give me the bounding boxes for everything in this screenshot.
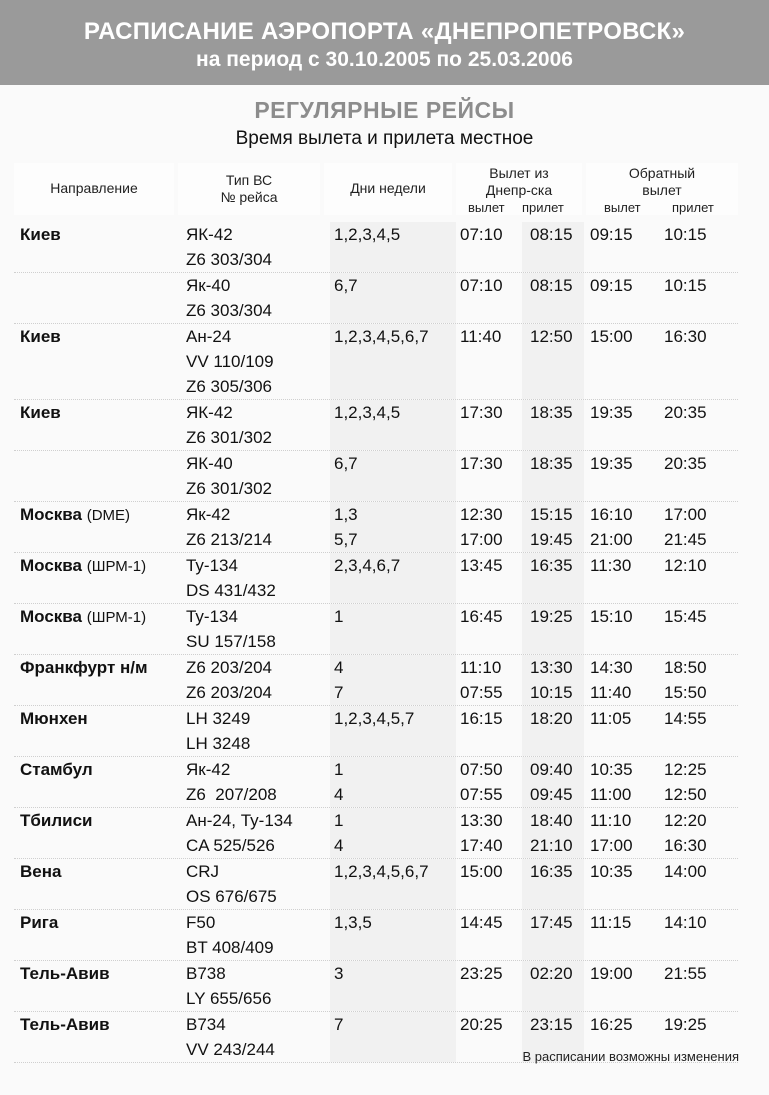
- aircraft-flight: Z6 207/208: [186, 785, 277, 804]
- return-arrival-time: 12:10: [664, 556, 707, 575]
- schedule-line: [14, 298, 738, 323]
- destination-name: Москва: [20, 556, 82, 575]
- days-column-shade: [330, 425, 456, 450]
- arrival-column-shade: [522, 476, 584, 501]
- schedule-row: [14, 222, 738, 273]
- schedule-row: [14, 324, 738, 400]
- airport-code: (DME): [86, 507, 131, 524]
- schedule-line: [14, 1012, 738, 1037]
- return-arr-header: прилет: [672, 200, 714, 215]
- return-arrival-time: 14:10: [664, 913, 707, 932]
- days-of-week: 5,7: [334, 530, 358, 549]
- outbound-departure-time: 16:45: [460, 607, 503, 626]
- destination: [20, 757, 93, 782]
- return-arrival-time: 12:25: [664, 760, 707, 779]
- outbound-arrival-time: 09:45: [530, 785, 573, 804]
- aircraft-flight: ЯК-42: [186, 403, 233, 422]
- outbound-departure-time: 17:30: [460, 403, 503, 422]
- destination-name: Москва: [20, 505, 82, 524]
- outbound-departure-time: 07:55: [460, 683, 503, 702]
- aircraft-flight: Z6 303/304: [186, 301, 273, 320]
- days-column-shade: [330, 757, 456, 782]
- schedule-line: [14, 553, 738, 578]
- destination-name: Стамбул: [20, 760, 93, 779]
- days-column-shade: [330, 935, 456, 960]
- schedule-line: [14, 706, 738, 731]
- return-arrival-time: 10:15: [664, 225, 707, 244]
- outbound-departure-time: 13:30: [460, 811, 503, 830]
- schedule-line: [14, 986, 738, 1011]
- arrival-column-shade: [522, 247, 584, 272]
- schedule-row: [14, 451, 738, 502]
- schedule-line: [14, 629, 738, 654]
- aircraft-flight: LH 3249: [186, 709, 251, 728]
- outbound-dep-header: вылет: [468, 200, 505, 215]
- outbound-arrival-time: 10:15: [530, 683, 573, 702]
- return-arrival-time: 19:25: [664, 1015, 707, 1034]
- days-column-shade: [330, 629, 456, 654]
- days-column-shade: [330, 961, 456, 986]
- return-arrival-time: 16:30: [664, 327, 707, 346]
- schedule-line: [14, 324, 738, 349]
- schedule-line: [14, 833, 738, 858]
- aircraft-flight: B734: [186, 1015, 226, 1034]
- return-dep-header: вылет: [604, 200, 641, 215]
- return-arrival-time: 18:50: [664, 658, 707, 677]
- aircraft-flight: Ту-134: [186, 607, 238, 626]
- destination: [20, 910, 58, 935]
- days-of-week: 1,2,3,4,5,7: [334, 709, 415, 728]
- schedule-line: [14, 910, 738, 935]
- column-header-outbound: Вылет из Днепр-ска вылет прилет: [456, 163, 582, 215]
- aircraft-flight: Z6 213/214: [186, 530, 273, 549]
- days-of-week: 6,7: [334, 276, 358, 295]
- aircraft-flight: CRJ: [186, 862, 220, 881]
- destination-name: Рига: [20, 913, 59, 932]
- destination-name: Вена: [20, 862, 62, 881]
- time-note: Время вылета и прилета местное: [235, 128, 534, 149]
- return-departure-time: 21:00: [590, 530, 633, 549]
- days-of-week: 1: [334, 760, 344, 779]
- aircraft-flight: B738: [186, 964, 226, 983]
- days-column-shade: [330, 655, 456, 680]
- schedule-row: [14, 808, 738, 859]
- days-column-shade: [330, 782, 456, 807]
- days-column-shade: [330, 476, 456, 501]
- schedule-line: [14, 731, 738, 756]
- outbound-arrival-time: 12:50: [530, 327, 573, 346]
- days-of-week: 7: [334, 683, 344, 702]
- schedule-line: [14, 808, 738, 833]
- section-title: РЕГУЛЯРНЫЕ РЕЙСЫ: [254, 97, 515, 123]
- schedule-line: [14, 527, 738, 552]
- destination: [20, 502, 130, 528]
- arrival-column-shade: [522, 374, 584, 399]
- return-arrival-time: 21:55: [664, 964, 707, 983]
- aircraft-flight: Як-40: [186, 276, 231, 295]
- schedule-row: [14, 757, 738, 808]
- schedule-row: [14, 553, 738, 604]
- outbound-departure-time: 14:45: [460, 913, 503, 932]
- outbound-arrival-time: 18:40: [530, 811, 573, 830]
- return-departure-time: 19:00: [590, 964, 633, 983]
- return-arrival-time: 14:55: [664, 709, 707, 728]
- destination: [20, 859, 61, 884]
- destination: [20, 1012, 110, 1037]
- airport-code: (ШРМ-1): [86, 609, 147, 626]
- destination: [20, 400, 61, 425]
- schedule-row: [14, 961, 738, 1012]
- outbound-arrival-time: 16:35: [530, 862, 573, 881]
- schedule-line: [14, 680, 738, 705]
- aircraft-flight: Як-42: [186, 505, 231, 524]
- return-arrival-time: 15:45: [664, 607, 707, 626]
- schedule-row: [14, 910, 738, 961]
- days-of-week: 1,2,3,4,5: [334, 225, 401, 244]
- schedule-line: [14, 757, 738, 782]
- return-departure-time: 17:00: [590, 836, 633, 855]
- return-departure-time: 11:30: [590, 556, 632, 575]
- schedule-row: [14, 400, 738, 451]
- outbound-arrival-time: 19:45: [530, 530, 573, 549]
- destination: [20, 553, 146, 579]
- aircraft-flight: LH 3248: [186, 734, 251, 753]
- outbound-departure-time: 20:25: [460, 1015, 503, 1034]
- aircraft-flight: Z6 203/204: [186, 683, 273, 702]
- return-departure-time: 10:35: [590, 760, 633, 779]
- outbound-departure-time: 16:15: [460, 709, 503, 728]
- days-column-shade: [330, 1037, 456, 1062]
- schedule-row: [14, 859, 738, 910]
- return-arrival-time: 20:35: [664, 454, 707, 473]
- schedule-line: [14, 578, 738, 603]
- outbound-arrival-time: 21:10: [530, 836, 573, 855]
- schedule-row: [14, 273, 738, 324]
- schedule-line: [14, 859, 738, 884]
- aircraft-flight: ЯК-40: [186, 454, 233, 473]
- outbound-departure-time: 07:55: [460, 785, 503, 804]
- days-column-shade: [330, 731, 456, 756]
- aircraft-flight: BT 408/409: [186, 938, 274, 957]
- outbound-arrival-time: 02:20: [530, 964, 573, 983]
- arrival-column-shade: [522, 425, 584, 450]
- aircraft-flight: F50: [186, 913, 216, 932]
- schedule-period: на период с 30.10.2005 по 25.03.2006: [196, 48, 573, 71]
- aircraft-flight: Z6 301/302: [186, 479, 273, 498]
- days-column-shade: [330, 349, 456, 374]
- outbound-arrival-time: 19:25: [530, 607, 573, 626]
- outbound-departure-time: 11:10: [460, 658, 502, 677]
- destination: [20, 604, 146, 630]
- days-of-week: 1: [334, 607, 344, 626]
- return-arrival-time: 10:15: [664, 276, 707, 295]
- days-column-shade: [330, 578, 456, 603]
- destination-name: Киев: [20, 403, 61, 422]
- outbound-arrival-time: 18:20: [530, 709, 573, 728]
- schedule-row: [14, 655, 738, 706]
- schedule-line: [14, 604, 738, 629]
- outbound-arrival-time: 17:45: [530, 913, 573, 932]
- return-departure-time: 15:00: [590, 327, 633, 346]
- destination-name: Киев: [20, 327, 61, 346]
- aircraft-flight: LY 655/656: [186, 989, 272, 1008]
- return-departure-time: 15:10: [590, 607, 633, 626]
- outbound-arr-header: прилет: [522, 200, 564, 215]
- arrival-column-shade: [522, 884, 584, 909]
- return-arrival-time: 17:00: [664, 505, 707, 524]
- days-column-shade: [330, 833, 456, 858]
- days-column-shade: [330, 247, 456, 272]
- return-arrival-time: 20:35: [664, 403, 707, 422]
- aircraft-flight: VV 243/244: [186, 1040, 275, 1059]
- outbound-departure-time: 17:40: [460, 836, 503, 855]
- outbound-arrival-time: 08:15: [530, 225, 573, 244]
- schedule-row: [14, 604, 738, 655]
- aircraft-flight: VV 110/109: [186, 352, 274, 371]
- schedule-line: [14, 476, 738, 501]
- destination: [20, 706, 88, 731]
- days-of-week: 1: [334, 811, 344, 830]
- column-header-days: Дни недели: [324, 163, 452, 215]
- return-departure-time: 10:35: [590, 862, 633, 881]
- outbound-arrival-time: 08:15: [530, 276, 573, 295]
- outbound-arrival-time: 18:35: [530, 403, 573, 422]
- schedule-table: [14, 222, 738, 1063]
- return-departure-time: 11:40: [590, 683, 632, 702]
- outbound-departure-time: 07:10: [460, 225, 503, 244]
- days-column-shade: [330, 1012, 456, 1037]
- aircraft-flight: OS 676/675: [186, 887, 277, 906]
- outbound-departure-time: 11:40: [460, 327, 502, 346]
- column-header-destination: Направление: [14, 163, 174, 215]
- aircraft-flight: ЯК-42: [186, 225, 233, 244]
- days-of-week: 2,3,4,6,7: [334, 556, 401, 575]
- days-column-shade: [330, 986, 456, 1011]
- column-header-aircraft-flight: Тип ВС № рейса: [178, 163, 320, 215]
- column-header-return: Обратный вылет вылет прилет: [586, 163, 738, 215]
- destination: [20, 961, 110, 986]
- outbound-arrival-time: 18:35: [530, 454, 573, 473]
- schedule-line: [14, 451, 738, 476]
- outbound-arrival-time: 13:30: [530, 658, 573, 677]
- footnote: В расписании возможны изменения: [522, 1049, 739, 1064]
- aircraft-flight: DS 431/432: [186, 581, 276, 600]
- days-column-shade: [330, 680, 456, 705]
- destination-name: Франкфурт н/м: [20, 658, 148, 677]
- aircraft-flight: Як-42: [186, 760, 231, 779]
- schedule-line: [14, 374, 738, 399]
- destination: [20, 808, 93, 833]
- outbound-departure-time: 07:10: [460, 276, 503, 295]
- outbound-departure-time: 12:30: [460, 505, 503, 524]
- arrival-column-shade: [522, 935, 584, 960]
- schedule-row: [14, 706, 738, 757]
- schedule-line: [14, 655, 738, 680]
- days-column-shade: [330, 298, 456, 323]
- return-departure-time: 09:15: [590, 225, 633, 244]
- schedule-line: [14, 782, 738, 807]
- destination-name: Киев: [20, 225, 61, 244]
- schedule-line: [14, 502, 738, 527]
- schedule-line: [14, 349, 738, 374]
- days-column-shade: [330, 604, 456, 629]
- days-of-week: 6,7: [334, 454, 358, 473]
- arrival-column-shade: [522, 986, 584, 1011]
- outbound-arrival-time: 09:40: [530, 760, 573, 779]
- aircraft-flight: CA 525/526: [186, 836, 275, 855]
- return-departure-time: 11:15: [590, 913, 632, 932]
- return-departure-time: 09:15: [590, 276, 633, 295]
- page-title: РАСПИСАНИЕ АЭРОПОРТА «ДНЕПРОПЕТРОВСК»: [83, 18, 686, 45]
- outbound-departure-time: 17:30: [460, 454, 503, 473]
- schedule-line: [14, 273, 738, 298]
- arrival-column-shade: [522, 629, 584, 654]
- days-of-week: 4: [334, 785, 344, 804]
- days-of-week: 3: [334, 964, 344, 983]
- arrival-column-shade: [522, 349, 584, 374]
- title-banner: [0, 0, 769, 85]
- days-of-week: 1,2,3,4,5: [334, 403, 401, 422]
- return-departure-time: 11:05: [590, 709, 632, 728]
- airport-code: (ШРМ-1): [86, 558, 147, 575]
- days-of-week: 4: [334, 658, 344, 677]
- days-column-shade: [330, 884, 456, 909]
- arrival-column-shade: [522, 578, 584, 603]
- outbound-departure-time: 23:25: [460, 964, 503, 983]
- schedule-line: [14, 400, 738, 425]
- return-arrival-time: 14:00: [664, 862, 707, 881]
- aircraft-flight: SU 157/158: [186, 632, 276, 651]
- days-of-week: 1,2,3,4,5,6,7: [334, 327, 429, 346]
- schedule-line: [14, 961, 738, 986]
- return-arrival-time: 15:50: [664, 683, 707, 702]
- outbound-arrival-time: 16:35: [530, 556, 573, 575]
- aircraft-flight: Ту-134: [186, 556, 238, 575]
- days-of-week: 4: [334, 836, 344, 855]
- aircraft-flight: Z6 301/302: [186, 428, 273, 447]
- destination-name: Тель-Авив: [20, 1015, 110, 1034]
- schedule-line: [14, 222, 738, 247]
- aircraft-flight: Z6 203/204: [186, 658, 273, 677]
- return-departure-time: 16:25: [590, 1015, 633, 1034]
- days-column-shade: [330, 808, 456, 833]
- return-departure-time: 16:10: [590, 505, 633, 524]
- schedule-row: [14, 502, 738, 553]
- aircraft-flight: Ан-24: [186, 327, 232, 346]
- outbound-departure-time: 17:00: [460, 530, 503, 549]
- arrival-column-shade: [522, 731, 584, 756]
- outbound-arrival-time: 15:15: [530, 505, 573, 524]
- destination-name: Мюнхен: [20, 709, 88, 728]
- days-column-shade: [330, 374, 456, 399]
- return-arrival-time: 16:30: [664, 836, 707, 855]
- return-arrival-time: 21:45: [664, 530, 707, 549]
- destination: [20, 222, 61, 247]
- schedule-line: [14, 247, 738, 272]
- return-arrival-time: 12:50: [664, 785, 707, 804]
- return-departure-time: 11:00: [590, 785, 632, 804]
- days-of-week: 1,2,3,4,5,6,7: [334, 862, 429, 881]
- days-of-week: 1,3: [334, 505, 358, 524]
- schedule-line: [14, 935, 738, 960]
- days-of-week: 7: [334, 1015, 344, 1034]
- outbound-arrival-time: 23:15: [530, 1015, 573, 1034]
- days-of-week: 1,3,5: [334, 913, 372, 932]
- destination-name: Москва: [20, 607, 82, 626]
- destination: [20, 655, 148, 680]
- aircraft-flight: Z6 303/304: [186, 250, 273, 269]
- outbound-departure-time: 07:50: [460, 760, 503, 779]
- arrival-column-shade: [522, 298, 584, 323]
- aircraft-flight: Ан-24, Ту-134: [186, 811, 293, 830]
- schedule-line: [14, 425, 738, 450]
- aircraft-flight: Z6 305/306: [186, 377, 273, 396]
- return-departure-time: 11:10: [590, 811, 632, 830]
- destination: [20, 324, 61, 349]
- destination-name: Тбилиси: [20, 811, 93, 830]
- return-departure-time: 14:30: [590, 658, 633, 677]
- outbound-departure-time: 15:00: [460, 862, 503, 881]
- schedule-line: [14, 884, 738, 909]
- return-arrival-time: 12:20: [664, 811, 707, 830]
- destination-name: Тель-Авив: [20, 964, 110, 983]
- outbound-departure-time: 13:45: [460, 556, 503, 575]
- return-departure-time: 19:35: [590, 403, 633, 422]
- return-departure-time: 19:35: [590, 454, 633, 473]
